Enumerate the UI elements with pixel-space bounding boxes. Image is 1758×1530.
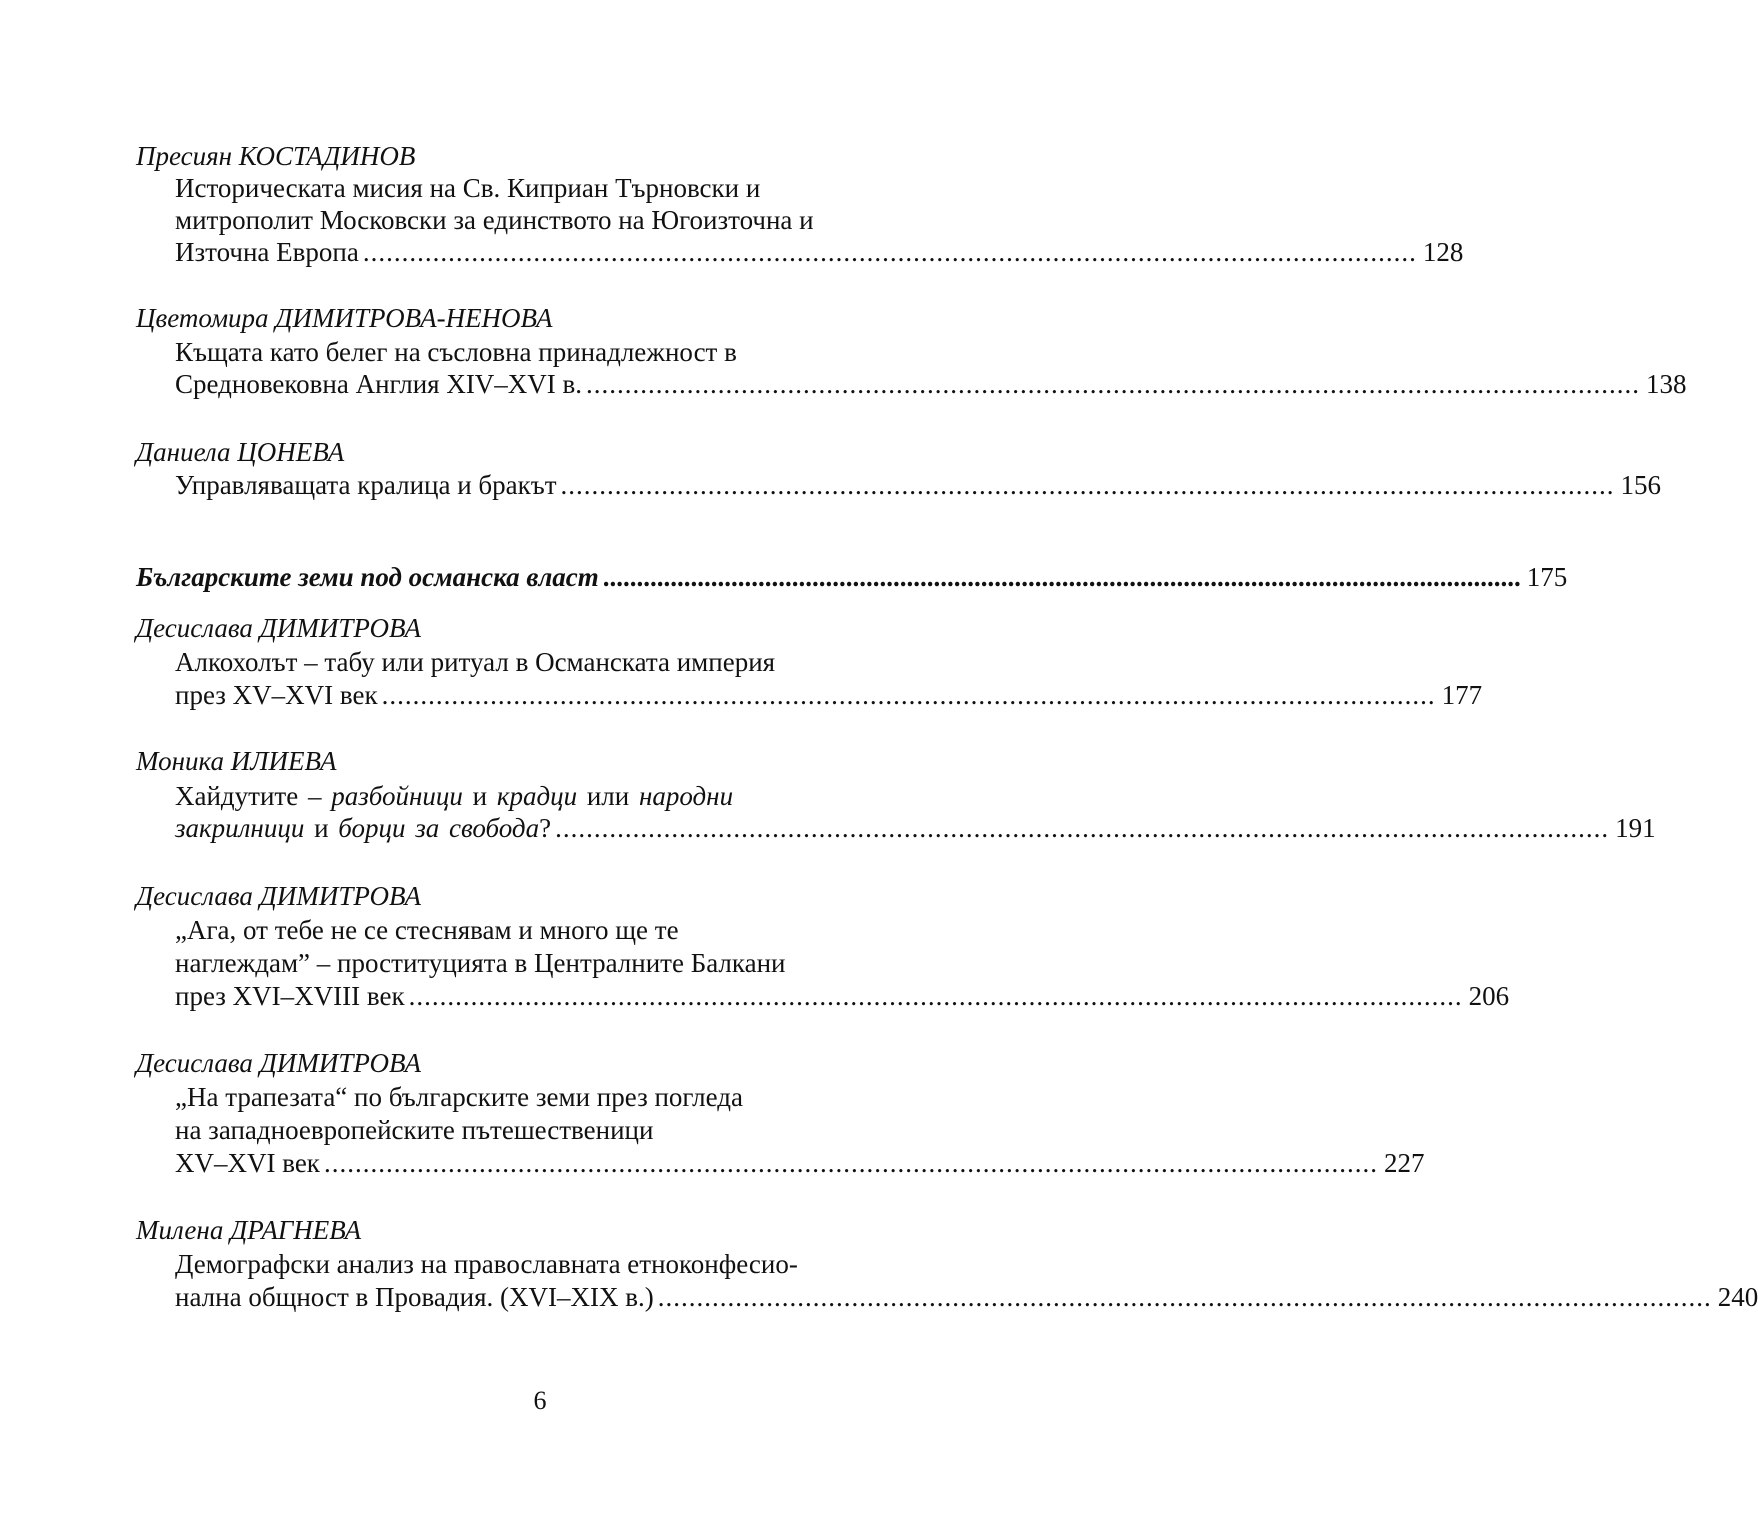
entry-last-line	[175, 1147, 1425, 1179]
entry-title-line: „На трапезата“ по българските земи през погледа	[175, 1082, 743, 1112]
entry-last-line	[175, 1281, 1758, 1313]
entry-author: Цветомира ДИМИТРОВА-НЕНОВА	[136, 303, 553, 333]
page-ref: 175	[1526, 562, 1568, 592]
title-part: закрилници	[175, 813, 305, 843]
title-part: разбойници	[331, 781, 463, 811]
page-number: 6	[533, 1386, 547, 1415]
leader-dots: ........................................................................................................................................	[555, 813, 1610, 843]
title-part: или	[577, 781, 639, 811]
leader-dots: ........................................................................................................................................	[602, 562, 1521, 592]
page-ref: 191	[1615, 813, 1656, 843]
entry-title-line: XV–XVI век	[175, 1148, 320, 1178]
entry-last-line	[175, 469, 1662, 501]
leader-dots: ........................................................................................................................................	[362, 237, 1417, 267]
page-ref: 240	[1717, 1282, 1758, 1312]
entry-title-line: митрополит Московски за единството на Югоизточна и	[175, 205, 814, 235]
entry-title-line: Източна Европа	[175, 237, 359, 267]
title-part: и	[304, 813, 339, 843]
page-ref: 177	[1441, 680, 1483, 710]
leader-dots: ........................................................................................................................................	[323, 1148, 1378, 1178]
page-ref: 206	[1468, 981, 1510, 1011]
entry-author: Даниела ЦОНЕВА	[136, 437, 345, 467]
entry-author: Пресиян КОСТАДИНОВ	[136, 141, 416, 171]
title-part: народни	[638, 781, 734, 811]
entry-author: Милена ДРАГНЕВА	[136, 1215, 362, 1245]
entry-title-line	[175, 812, 551, 844]
title-part: крадци	[496, 781, 578, 811]
entry-title-line: Историческата мисия на Св. Киприан Търновски и	[175, 173, 761, 203]
leader-dots: ........................................................................................................................................	[657, 1282, 1712, 1312]
page-ref: 138	[1646, 369, 1687, 399]
title-part: ?	[539, 813, 552, 843]
entry-title-line: Средновековна Англия XIV–XVI в.	[175, 369, 583, 399]
entry-author: Моника ИЛИЕВА	[136, 746, 337, 776]
page-ref: 128	[1422, 237, 1464, 267]
leader-dots: ........................................................................................................................................	[586, 369, 1641, 399]
leader-dots: ........................................................................................................................................	[560, 470, 1615, 500]
entry-last-line	[175, 980, 1510, 1012]
entry-author: Десислава ДИМИТРОВА	[136, 1048, 421, 1078]
entry-title-line	[175, 780, 903, 812]
entry-title-line: Демографски анализ на православната етноконфесио-	[175, 1249, 798, 1279]
leader-dots: ........................................................................................................................................	[408, 981, 1463, 1011]
title-part: Хайдутите –	[175, 781, 332, 811]
entry-title-line: нална общност в Провадия. (XVI–XIX в.)	[175, 1282, 654, 1312]
section-title: Българските земи под османска власт	[136, 562, 599, 592]
section-heading	[136, 561, 1568, 593]
leader-dots: ........................................................................................................................................	[381, 680, 1436, 710]
entry-last-line	[175, 236, 1464, 268]
entry-title-line: Къщата като белег на съсловна принадлежност в	[175, 337, 737, 367]
entry-title-line: през XVI–XVIII век	[175, 981, 405, 1011]
entry-title-line: на западноевропейските пътешественици	[175, 1115, 654, 1145]
title-part: и	[462, 781, 497, 811]
entry-last-line	[175, 812, 1656, 844]
entry-title-line: Алкохолът – табу или ритуал в Османската империя	[175, 647, 776, 677]
page-ref: 227	[1383, 1148, 1425, 1178]
entry-title-line: „Ага, от тебе не се стеснявам и много ще те	[175, 915, 679, 945]
entry-title-line: наглеждам” – проституцията в Централните Балкани	[175, 948, 786, 978]
entry-last-line	[175, 368, 1687, 400]
entry-title-line: през XV–XVI век	[175, 680, 378, 710]
entry-title-line: Управляващата кралица и бракът	[175, 470, 557, 500]
entry-last-line	[175, 679, 1483, 711]
entry-author: Десислава ДИМИТРОВА	[136, 881, 421, 911]
title-part: борци за свобода	[338, 813, 540, 843]
page-ref: 156	[1620, 470, 1662, 500]
entry-author: Десислава ДИМИТРОВА	[136, 613, 421, 643]
